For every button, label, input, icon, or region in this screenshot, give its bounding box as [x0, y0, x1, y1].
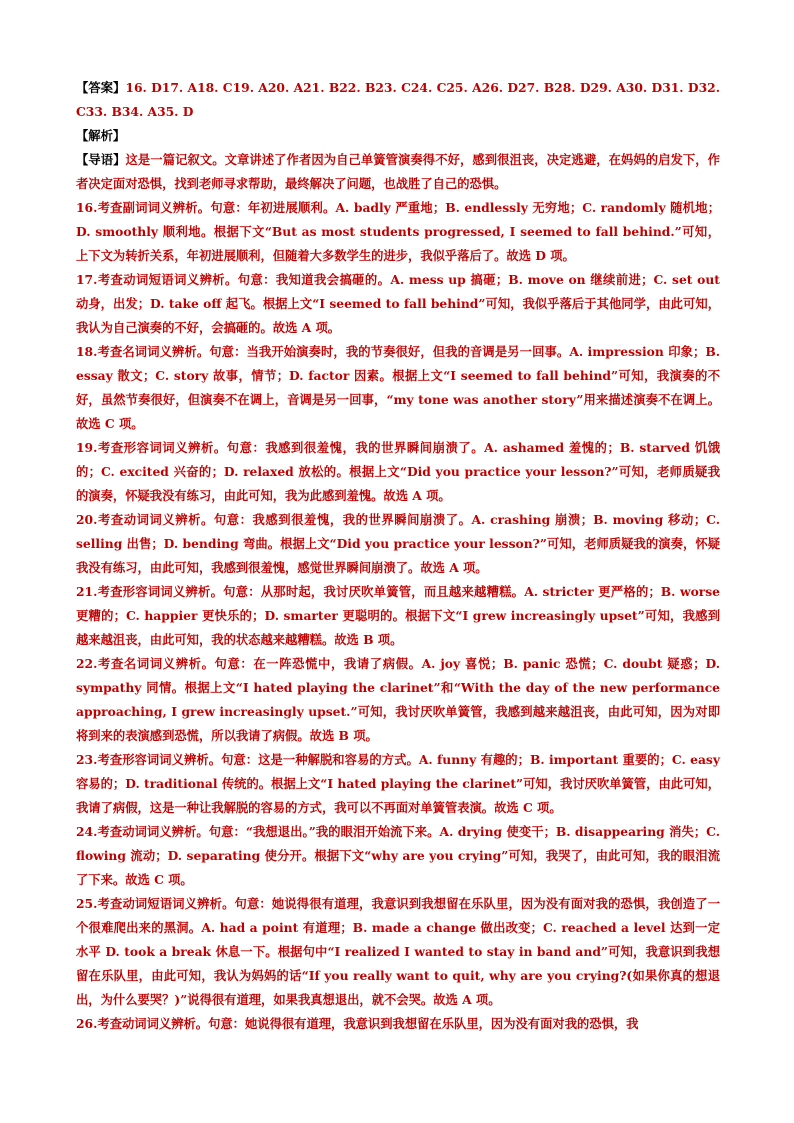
analysis-label: 【解析】	[76, 128, 126, 143]
guide-label: 【导语】	[76, 152, 126, 167]
explanation-item	[76, 580, 720, 652]
explanation-list	[76, 196, 720, 1036]
answer-list: 16. D17. A18. C19. A20. A21. B22. B23. C24. C25. A26. D27. B28. D29. A30. D31. D32. C33. B34. A35. D	[76, 80, 720, 119]
explanation-item	[76, 892, 720, 1012]
item-number: 18.	[76, 344, 98, 359]
item-text: 考查形容词词义辨析。句意：我感到很羞愧，我的世界瞬间崩溃了。A. ashamed 羞愧的；B. starved 饥饿的；C. excited 兴奋的；D. relaxed 放松的。根据上文“Did you practice your lesson?”可知，老师质疑我的演奏，怀疑我没有练习，由此可知，我为此感到羞愧。故选 A 项。	[76, 440, 720, 503]
explanation-item	[76, 340, 720, 436]
explanation-item	[76, 508, 720, 580]
explanation-item	[76, 1012, 720, 1036]
item-text: 考查形容词词义辨析。句意：这是一种解脱和容易的方式。A. funny 有趣的；B. important 重要的；C. easy 容易的；D. traditional 传统的。根据上文“I hated playing the clarinet”可知，我讨厌吹单簧管，由此可知，我请了病假，这是一种让我解脱的容易的方式，我可以不再面对单簧管表演。故选 C 项。	[76, 752, 720, 815]
item-text: 考查动词词义辨析。句意：“我想退出。”我的眼泪开始流下来。A. drying 使变干；B. disappearing 消失；C. flowing 流动；D. separating 使分开。根据下文“why are you crying”可知，我哭了，由此可知，我的眼泪流了下来。故选 C 项。	[76, 824, 720, 887]
item-text: 考查动词词义辨析。句意：她说得很有道理，我意识到我想留在乐队里，因为没有面对我的恐惧，我	[97, 1016, 639, 1031]
answer-key	[76, 76, 720, 124]
explanation-item	[76, 820, 720, 892]
guide-paragraph	[76, 148, 720, 196]
item-text: 考查动词短语词义辨析。句意：她说得很有道理，我意识到我想留在乐队里，因为没有面对我的恐惧，我创造了一个很难爬出来的黑洞。A. had a point 有道理；B. made a change 做出改变；C. reached a level 达到一定水平 D. took a break 休息一下。根据句中“I realized I wanted to stay in band and”可知，我意识到我想留在乐队里，由此可知，我认为妈妈的话“If you really want to quit, why are you crying?(如果你真的想退出，为什么要哭？)”说得很有道理，如果我真想退出，就不会哭。故选 A 项。	[76, 896, 720, 1007]
item-text: 考查形容词词义辨析。句意：从那时起，我讨厌吹单簧管，而且越来越糟糕。A. stricter 更严格的；B. worse 更糟的；C. happier 更快乐的；D. smarter 更聪明的。根据下文“I grew increasingly upset”可知，我感到越来越沮丧，由此可知，我的状态越来越糟糕。故选 B 项。	[76, 584, 720, 647]
explanation-item	[76, 268, 720, 340]
explanation-item	[76, 748, 720, 820]
item-number: 23.	[76, 752, 98, 767]
item-number: 21.	[76, 584, 98, 599]
answer-analysis-page	[76, 76, 720, 1036]
answer-label: 【答案】	[76, 80, 126, 95]
item-number: 16.	[76, 200, 98, 215]
item-text: 考查副词词义辨析。句意：年初进展顺利。A. badly 严重地；B. endlessly 无穷地；C. randomly 随机地；D. smoothly 顺利地。根据下文“But as most students progressed, I seemed to fall behind.”可知，上下文为转折关系，年初进展顺利，但随着大多数学生的进步，我似乎落后了。故选 D 项。	[76, 200, 720, 263]
item-number: 19.	[76, 440, 98, 455]
item-number: 20.	[76, 512, 98, 527]
item-number: 17.	[76, 272, 98, 287]
item-number: 22.	[76, 656, 98, 671]
item-text: 考查动词词义辨析。句意：我感到很羞愧，我的世界瞬间崩溃了。A. crashing 崩溃；B. moving 移动；C. selling 出售；D. bending 弯曲。根据上文“Did you practice your lesson?”可知，老师质疑我的演奏，怀疑我没有练习，由此可知，我感到很羞愧，感觉世界瞬间崩溃了。故选 A 项。	[76, 512, 720, 575]
item-number: 25.	[76, 896, 98, 911]
item-text: 考查名词词义辨析。句意：当我开始演奏时，我的节奏很好，但我的音调是另一回事。A. impression 印象；B. essay 散文；C. story 故事，情节；D. factor 因素。根据上文“I seemed to fall behind”可知，我演奏的不好，虽然节奏很好，但演奏不在调上，音调是另一回事，“my tone was another story”用来描述演奏不在调上。故选 C 项。	[76, 344, 720, 431]
item-text: 考查动词短语词义辨析。句意：我知道我会搞砸的。A. mess up 搞砸；B. move on 继续前进；C. set out 动身，出发；D. take off 起飞。根据上文“I seemed to fall behind”可知，我似乎落后于其他同学，由此可知，我认为自己演奏的不好，会搞砸的。故选 A 项。	[76, 272, 720, 335]
guide-text: 这是一篇记叙文。文章讲述了作者因为自己单簧管演奏得不好，感到很沮丧，决定逃避，在妈妈的启发下，作者决定面对恐惧，找到老师寻求帮助，最终解决了问题，也战胜了自己的恐惧。	[76, 152, 720, 191]
explanation-item	[76, 652, 720, 748]
item-text: 考查名词词义辨析。句意：在一阵恐慌中，我请了病假。A. joy 喜悦；B. panic 恐慌；C. doubt 疑惑；D. sympathy 同情。根据上文“I hated playing the clarinet”和“With the day of the new performance approaching, I grew increasingly upset.”可知，我讨厌吹单簧管，我感到越来越沮丧，由此可知，因为对即将到来的表演感到恐慌，所以我请了病假。故选 B 项。	[76, 656, 720, 743]
item-number: 26.	[76, 1016, 98, 1031]
item-number: 24.	[76, 824, 98, 839]
explanation-item	[76, 196, 720, 268]
explanation-item	[76, 436, 720, 508]
